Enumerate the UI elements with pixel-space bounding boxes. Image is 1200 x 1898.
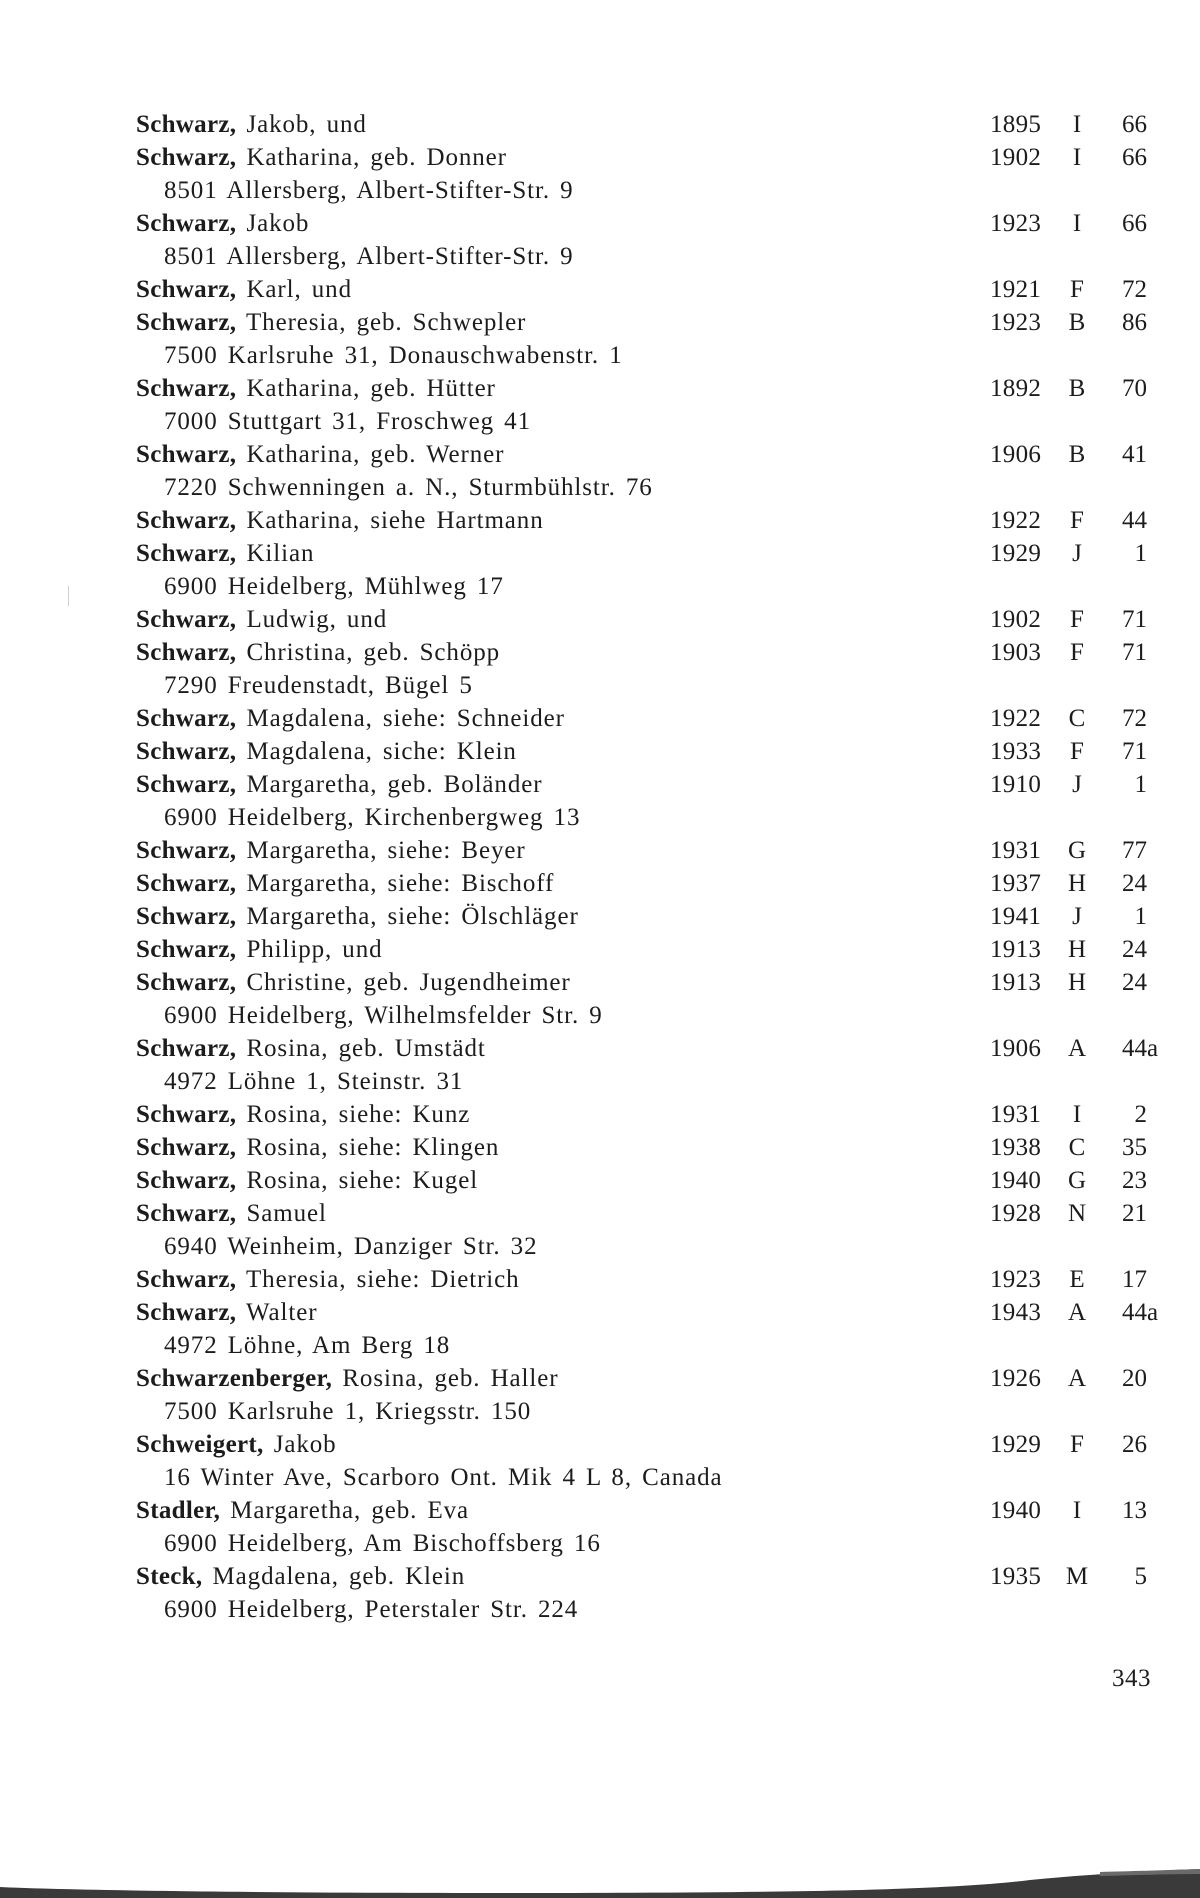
given-name-details: Samuel	[236, 1200, 327, 1227]
surname: Schwarz,	[136, 639, 237, 666]
volume-letter: I	[1072, 111, 1082, 138]
address-text: 7000 Stuttgart 31, Froschweg 41	[164, 408, 531, 435]
address-line	[0, 1593, 1200, 1626]
surname: Schwarz,	[136, 738, 237, 765]
given-name-details: Jakob	[263, 1431, 337, 1458]
entry-name	[136, 735, 517, 768]
register-entries	[0, 108, 1200, 1626]
year: 1928	[990, 1200, 1042, 1227]
entry-number	[1100, 1197, 1147, 1230]
volume-letter: G	[1067, 837, 1087, 864]
entry-name	[136, 207, 309, 240]
entry-line	[0, 1131, 1200, 1164]
entry-number	[1100, 306, 1147, 339]
entry-name	[136, 1197, 327, 1230]
address-line	[0, 669, 1200, 702]
entry-number-digits: 44	[1122, 1299, 1147, 1326]
entry-name	[136, 966, 571, 999]
entry-number-digits: 13	[1122, 1497, 1147, 1524]
given-name-details: Katharina, geb. Werner	[236, 441, 505, 468]
entry-name	[136, 141, 507, 174]
volume-letter: F	[1070, 606, 1084, 633]
surname: Schwarz,	[136, 1167, 237, 1194]
entry-number-digits: 66	[1122, 111, 1147, 138]
entry-number-digits: 71	[1122, 639, 1147, 666]
entry-line	[0, 1098, 1200, 1131]
address-text: 8501 Allersberg, Albert-Stifter-Str. 9	[164, 243, 574, 270]
surname: Schweigert,	[136, 1431, 264, 1458]
entry-line	[0, 867, 1200, 900]
address-line	[0, 1329, 1200, 1362]
address-text: 6900 Heidelberg, Peterstaler Str. 224	[164, 1596, 579, 1623]
surname: Schwarz,	[136, 441, 237, 468]
entry-name	[136, 1428, 337, 1461]
entry-line	[0, 768, 1200, 801]
entry-number	[1100, 636, 1147, 669]
volume-letter: J	[1072, 771, 1082, 798]
volume-letter: E	[1069, 1266, 1085, 1293]
given-name-details: Theresia, geb. Schwepler	[236, 309, 527, 336]
surname: Schwarz,	[136, 276, 237, 303]
year: 1922	[990, 507, 1042, 534]
year: 1902	[990, 606, 1042, 633]
year: 1943	[990, 1299, 1042, 1326]
entry-line	[0, 966, 1200, 999]
surname: Schwarz,	[136, 1299, 237, 1326]
entry-number-digits: 72	[1122, 276, 1147, 303]
entry-number-digits: 71	[1122, 738, 1147, 765]
entry-number	[1100, 504, 1147, 537]
surname: Schwarz,	[136, 771, 237, 798]
entry-line	[0, 537, 1200, 570]
entry-name	[136, 636, 500, 669]
volume-letter: B	[1068, 375, 1086, 402]
entry-number-digits: 24	[1122, 936, 1147, 963]
surname: Schwarz,	[136, 507, 237, 534]
volume-letter: H	[1067, 936, 1087, 963]
entry-number	[1100, 735, 1147, 768]
volume-letter: F	[1070, 738, 1084, 765]
address-text: 7500 Karlsruhe 1, Kriegsstr. 150	[164, 1398, 532, 1425]
surname: Schwarz,	[136, 969, 237, 996]
year: 1923	[990, 210, 1042, 237]
entry-number-digits: 23	[1122, 1167, 1147, 1194]
surname: Schwarzenberger,	[136, 1365, 333, 1392]
entry-number-digits: 70	[1122, 375, 1147, 402]
entry-name	[136, 1362, 558, 1395]
entry-number	[1100, 1131, 1147, 1164]
entry-line	[0, 933, 1200, 966]
year: 1903	[990, 639, 1042, 666]
entry-line	[0, 1494, 1200, 1527]
entry-number-digits: 20	[1122, 1365, 1147, 1392]
surname: Schwarz,	[136, 606, 237, 633]
year: 1941	[990, 903, 1042, 930]
volume-letter: C	[1068, 705, 1086, 732]
address-text: 7500 Karlsruhe 31, Donauschwabenstr. 1	[164, 342, 623, 369]
entry-number-digits: 1	[1134, 540, 1147, 567]
address-line	[0, 801, 1200, 834]
entry-number-suffix: a	[1147, 1035, 1159, 1062]
entry-number	[1100, 933, 1147, 966]
year: 1931	[990, 1101, 1042, 1128]
volume-letter: F	[1070, 276, 1084, 303]
address-text: 6900 Heidelberg, Am Bischoffsberg 16	[164, 1530, 601, 1557]
entry-number-digits: 77	[1122, 837, 1147, 864]
entry-line	[0, 504, 1200, 537]
entry-number	[1100, 207, 1147, 240]
surname: Schwarz,	[136, 1101, 237, 1128]
entry-line	[0, 702, 1200, 735]
surname: Schwarz,	[136, 837, 237, 864]
volume-letter: H	[1067, 969, 1087, 996]
given-name-details: Margaretha, geb. Eva	[220, 1497, 470, 1524]
entry-number	[1100, 1164, 1147, 1197]
entry-number-digits: 71	[1122, 606, 1147, 633]
entry-number-digits: 5	[1134, 1563, 1147, 1590]
volume-letter: B	[1068, 309, 1086, 336]
entry-name	[136, 504, 544, 537]
entry-number	[1100, 1296, 1159, 1329]
given-name-details: Kilian	[236, 540, 315, 567]
entry-name	[136, 1098, 470, 1131]
entry-number	[1100, 603, 1147, 636]
entry-line	[0, 1197, 1200, 1230]
entry-name	[136, 1131, 499, 1164]
entry-name	[136, 108, 367, 141]
address-line	[0, 999, 1200, 1032]
surname: Schwarz,	[136, 1266, 237, 1293]
entry-name	[136, 1032, 486, 1065]
entry-number-digits: 24	[1122, 870, 1147, 897]
given-name-details: Karl, und	[236, 276, 352, 303]
entry-number	[1100, 1494, 1147, 1527]
year: 1933	[990, 738, 1042, 765]
year: 1906	[990, 441, 1042, 468]
year: 1923	[990, 309, 1042, 336]
entry-name	[136, 537, 314, 570]
address-line	[0, 471, 1200, 504]
given-name-details: Katharina, geb. Hütter	[236, 375, 496, 402]
entry-line	[0, 1296, 1200, 1329]
surname: Steck,	[136, 1563, 203, 1590]
entry-name	[136, 867, 554, 900]
address-line	[0, 570, 1200, 603]
entry-number-digits: 21	[1122, 1200, 1147, 1227]
page-number: 343	[1112, 1665, 1151, 1692]
volume-letter: J	[1072, 540, 1082, 567]
scan-edge-shadow	[0, 1868, 1200, 1898]
entry-name	[136, 438, 504, 471]
address-line	[0, 1395, 1200, 1428]
entry-number	[1100, 108, 1147, 141]
entry-number	[1100, 768, 1147, 801]
entry-number-digits: 35	[1122, 1134, 1147, 1161]
entry-number	[1100, 273, 1147, 306]
entry-number-digits: 66	[1122, 210, 1147, 237]
entry-line	[0, 834, 1200, 867]
year: 1938	[990, 1134, 1042, 1161]
volume-letter: B	[1068, 441, 1086, 468]
entry-number	[1100, 438, 1147, 471]
volume-letter: J	[1072, 903, 1082, 930]
volume-letter: I	[1072, 210, 1082, 237]
entry-name	[136, 702, 565, 735]
entry-number-digits: 72	[1122, 705, 1147, 732]
address-text: 16 Winter Ave, Scarboro Ont. Mik 4 L 8, Canada	[164, 1464, 723, 1491]
entry-line	[0, 372, 1200, 405]
year: 1913	[990, 969, 1042, 996]
entry-number-digits: 41	[1122, 441, 1147, 468]
year: 1910	[990, 771, 1042, 798]
year: 1940	[990, 1167, 1042, 1194]
given-name-details: Christina, geb. Schöpp	[236, 639, 501, 666]
entry-name	[136, 1560, 465, 1593]
address-line	[0, 1230, 1200, 1263]
entry-line	[0, 1164, 1200, 1197]
address-text: 6900 Heidelberg, Wilhelmsfelder Str. 9	[164, 1002, 603, 1029]
entry-line	[0, 306, 1200, 339]
entry-name	[136, 834, 526, 867]
year: 1929	[990, 540, 1042, 567]
given-name-details: Magdalena, geb. Klein	[202, 1563, 466, 1590]
entry-line	[0, 273, 1200, 306]
surname: Stadler,	[136, 1497, 221, 1524]
entry-number	[1100, 1098, 1147, 1131]
entry-line	[0, 735, 1200, 768]
surname: Schwarz,	[136, 1200, 237, 1227]
volume-letter: N	[1067, 1200, 1087, 1227]
entry-line	[0, 1032, 1200, 1065]
volume-letter: C	[1068, 1134, 1086, 1161]
entry-number-digits: 24	[1122, 969, 1147, 996]
surname: Schwarz,	[136, 111, 237, 138]
year: 1922	[990, 705, 1042, 732]
given-name-details: Katharina, siehe Hartmann	[236, 507, 544, 534]
entry-number	[1100, 834, 1147, 867]
entry-line	[0, 207, 1200, 240]
address-line	[0, 1065, 1200, 1098]
entry-line	[0, 1362, 1200, 1395]
volume-letter: A	[1067, 1035, 1087, 1062]
entry-number	[1100, 966, 1147, 999]
given-name-details: Jakob, und	[236, 111, 367, 138]
entry-number-suffix: a	[1147, 1299, 1159, 1326]
entry-name	[136, 933, 383, 966]
volume-letter: G	[1067, 1167, 1087, 1194]
entry-number	[1100, 1032, 1159, 1065]
surname: Schwarz,	[136, 375, 237, 402]
address-text: 4972 Löhne, Am Berg 18	[164, 1332, 451, 1359]
volume-letter: A	[1067, 1365, 1087, 1392]
volume-letter: F	[1070, 507, 1084, 534]
entry-line	[0, 438, 1200, 471]
surname: Schwarz,	[136, 870, 237, 897]
given-name-details: Theresia, siehe: Dietrich	[236, 1266, 520, 1293]
entry-name	[136, 273, 352, 306]
address-line	[0, 339, 1200, 372]
entry-number-digits: 1	[1134, 903, 1147, 930]
given-name-details: Margaretha, siehe: Ölschläger	[236, 903, 579, 930]
surname: Schwarz,	[136, 309, 237, 336]
entry-name	[136, 1494, 469, 1527]
entry-number	[1100, 1263, 1147, 1296]
year: 1895	[990, 111, 1042, 138]
given-name-details: Margaretha, siehe: Bischoff	[236, 870, 555, 897]
year: 1906	[990, 1035, 1042, 1062]
address-text: 4972 Löhne 1, Steinstr. 31	[164, 1068, 464, 1095]
entry-number	[1100, 900, 1147, 933]
volume-letter: F	[1070, 639, 1084, 666]
volume-letter: I	[1072, 1101, 1082, 1128]
given-name-details: Rosina, siehe: Klingen	[236, 1134, 500, 1161]
given-name-details: Rosina, geb. Umstädt	[236, 1035, 486, 1062]
entry-line	[0, 1560, 1200, 1593]
year: 1940	[990, 1497, 1042, 1524]
given-name-details: Rosina, siehe: Kugel	[236, 1167, 479, 1194]
year: 1935	[990, 1563, 1042, 1590]
year: 1929	[990, 1431, 1042, 1458]
year: 1892	[990, 375, 1042, 402]
year: 1923	[990, 1266, 1042, 1293]
surname: Schwarz,	[136, 903, 237, 930]
surname: Schwarz,	[136, 1134, 237, 1161]
entry-line	[0, 108, 1200, 141]
year: 1921	[990, 276, 1042, 303]
entry-name	[136, 900, 579, 933]
given-name-details: Katharina, geb. Donner	[236, 144, 507, 171]
entry-number	[1100, 1560, 1147, 1593]
entry-name	[136, 1263, 520, 1296]
entry-number	[1100, 867, 1147, 900]
given-name-details: Philipp, und	[236, 936, 383, 963]
entry-line	[0, 141, 1200, 174]
address-line	[0, 1461, 1200, 1494]
entry-name	[136, 603, 387, 636]
entry-number	[1100, 1362, 1147, 1395]
volume-letter: A	[1067, 1299, 1087, 1326]
surname: Schwarz,	[136, 1035, 237, 1062]
entry-line	[0, 603, 1200, 636]
entry-name	[136, 1164, 478, 1197]
given-name-details: Margaretha, siehe: Beyer	[236, 837, 526, 864]
surname: Schwarz,	[136, 936, 237, 963]
given-name-details: Magdalena, siche: Klein	[236, 738, 517, 765]
given-name-details: Jakob	[236, 210, 310, 237]
volume-letter: I	[1072, 144, 1082, 171]
entry-number	[1100, 702, 1147, 735]
entry-number	[1100, 537, 1147, 570]
given-name-details: Magdalena, siehe: Schneider	[236, 705, 565, 732]
entry-number-digits: 66	[1122, 144, 1147, 171]
address-line	[0, 405, 1200, 438]
volume-letter: F	[1070, 1431, 1084, 1458]
address-line	[0, 1527, 1200, 1560]
surname: Schwarz,	[136, 144, 237, 171]
address-text: 6940 Weinheim, Danziger Str. 32	[164, 1233, 538, 1260]
entry-line	[0, 900, 1200, 933]
entry-name	[136, 372, 496, 405]
address-text: 8501 Allersberg, Albert-Stifter-Str. 9	[164, 177, 574, 204]
volume-letter: M	[1065, 1563, 1089, 1590]
entry-number	[1100, 141, 1147, 174]
given-name-details: Christine, geb. Jugendheimer	[236, 969, 571, 996]
entry-number-digits: 2	[1134, 1101, 1147, 1128]
year: 1902	[990, 144, 1042, 171]
year: 1926	[990, 1365, 1042, 1392]
entry-number	[1100, 1428, 1147, 1461]
volume-letter: H	[1067, 870, 1087, 897]
given-name-details: Rosina, siehe: Kunz	[236, 1101, 471, 1128]
given-name-details: Margaretha, geb. Boländer	[236, 771, 543, 798]
address-text: 6900 Heidelberg, Mühlweg 17	[164, 573, 504, 600]
entry-number-digits: 26	[1122, 1431, 1147, 1458]
entry-name	[136, 1296, 317, 1329]
entry-name	[136, 306, 526, 339]
volume-letter: I	[1072, 1497, 1082, 1524]
year: 1913	[990, 936, 1042, 963]
surname: Schwarz,	[136, 540, 237, 567]
year: 1931	[990, 837, 1042, 864]
entry-name	[136, 768, 542, 801]
address-text: 6900 Heidelberg, Kirchenbergweg 13	[164, 804, 581, 831]
address-line	[0, 240, 1200, 273]
given-name-details: Ludwig, und	[236, 606, 388, 633]
given-name-details: Rosina, geb. Haller	[332, 1365, 559, 1392]
address-text: 7290 Freudenstadt, Bügel 5	[164, 672, 473, 699]
address-line	[0, 174, 1200, 207]
entry-line	[0, 1263, 1200, 1296]
entry-number-digits: 86	[1122, 309, 1147, 336]
entry-number-digits: 17	[1122, 1266, 1147, 1293]
given-name-details: Walter	[236, 1299, 318, 1326]
surname: Schwarz,	[136, 210, 237, 237]
entry-number-digits: 44	[1122, 507, 1147, 534]
entry-line	[0, 636, 1200, 669]
entry-number	[1100, 372, 1147, 405]
address-text: 7220 Schwenningen a. N., Sturmbühlstr. 76	[164, 474, 653, 501]
entry-number-digits: 1	[1134, 771, 1147, 798]
entry-number-digits: 44	[1122, 1035, 1147, 1062]
surname: Schwarz,	[136, 705, 237, 732]
year: 1937	[990, 870, 1042, 897]
entry-line	[0, 1428, 1200, 1461]
